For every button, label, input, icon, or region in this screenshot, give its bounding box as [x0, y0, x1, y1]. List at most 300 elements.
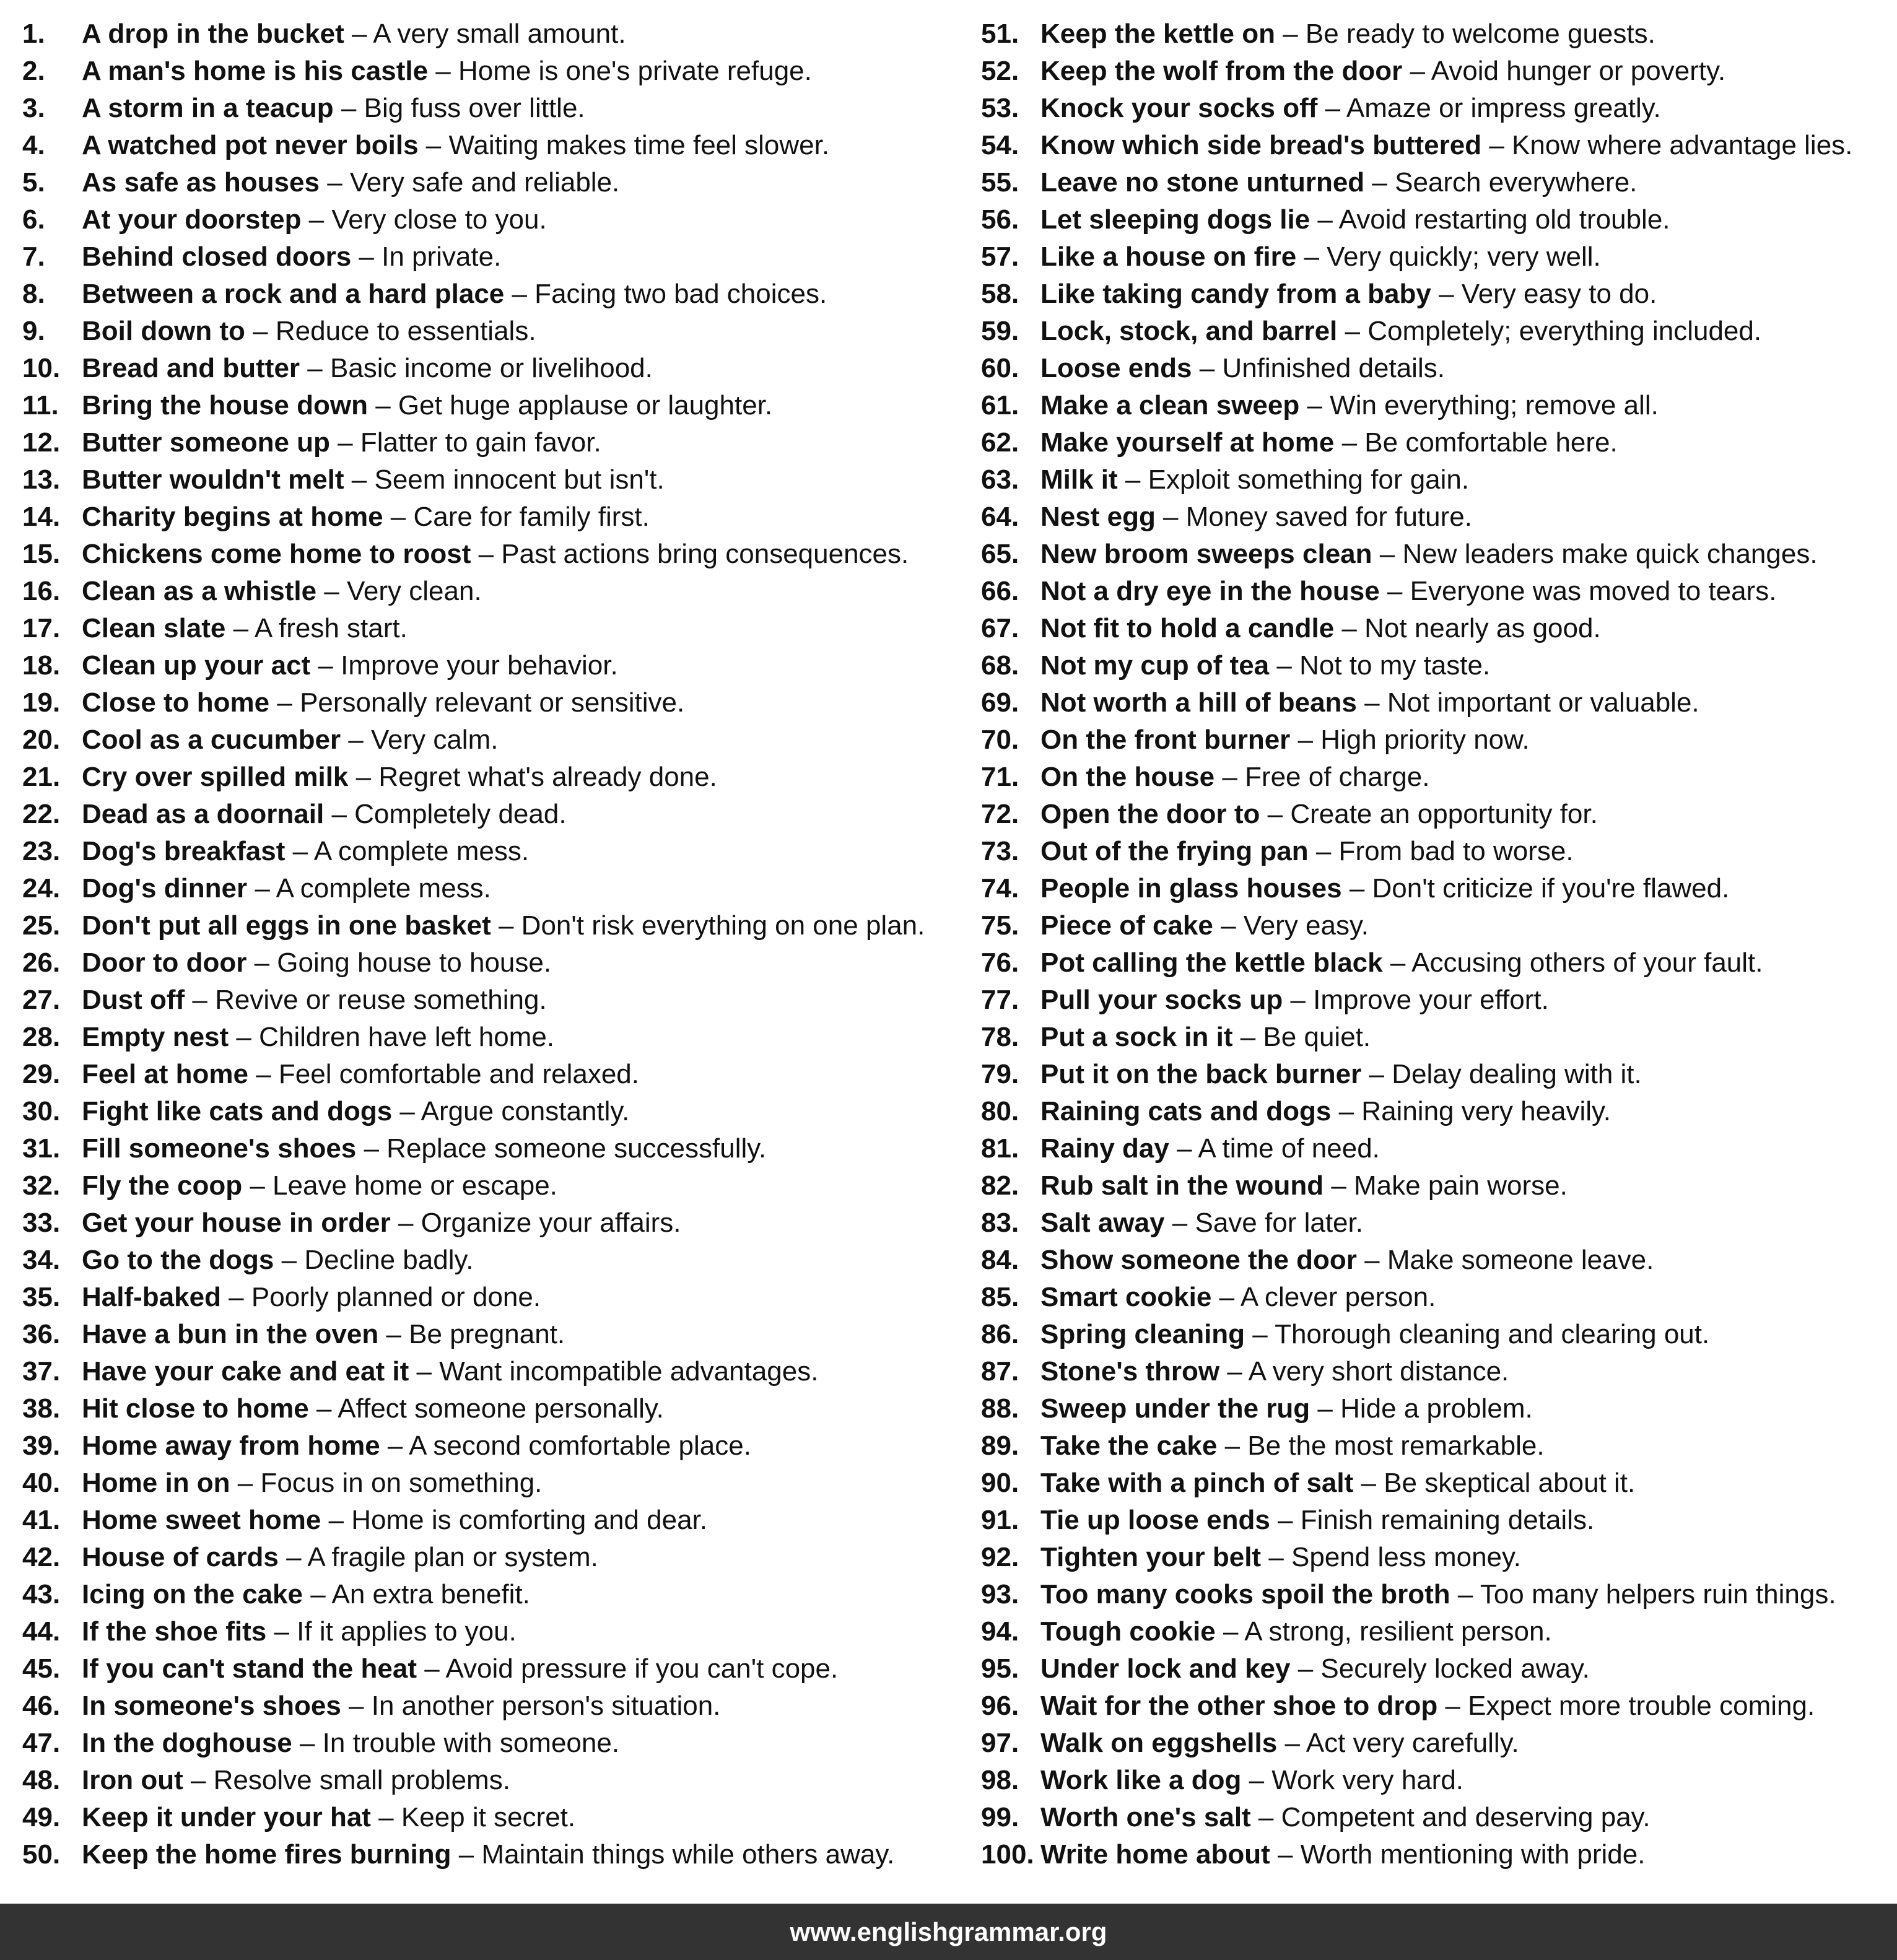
idiom-item	[981, 276, 1891, 313]
idiom-number: 27.	[22, 985, 61, 1015]
idiom-item	[22, 276, 957, 313]
idiom-term: Tie up loose ends	[1040, 1505, 1270, 1535]
idiom-term: New broom sweeps clean	[1040, 539, 1372, 569]
idiom-number: 73.	[981, 836, 1019, 866]
idiom-term: Bread and butter	[82, 353, 300, 383]
idiom-number: 60.	[981, 353, 1019, 383]
idiom-item	[981, 870, 1891, 907]
idiom-term: Rub salt in the wound	[1040, 1170, 1324, 1201]
idiom-term: Hit close to home	[82, 1393, 309, 1424]
idiom-definition: – Care for family first.	[383, 502, 650, 532]
idiom-item	[981, 1130, 1891, 1167]
idiom-definition: – Seem innocent but isn't.	[344, 464, 665, 495]
idiom-term: Boil down to	[82, 316, 245, 346]
idiom-number: 32.	[22, 1170, 61, 1201]
idiom-definition: – Finish remaining details.	[1270, 1505, 1595, 1535]
idiom-term: If you can't stand the heat	[82, 1653, 417, 1684]
idiom-definition: – Replace someone successfully.	[356, 1133, 767, 1164]
idiom-definition: – Completely; everything included.	[1337, 316, 1762, 346]
idiom-definition: – Maintain things while others away.	[451, 1839, 895, 1870]
idiom-column-left	[22, 15, 957, 1873]
idiom-item	[981, 1465, 1891, 1502]
idiom-item	[981, 1204, 1891, 1242]
idiom-term: Dust off	[82, 985, 185, 1015]
idiom-number: 61.	[981, 390, 1019, 420]
idiom-item	[981, 944, 1891, 982]
idiom-item	[22, 424, 957, 461]
idiom-definition: – Reduce to essentials.	[245, 316, 536, 346]
idiom-number: 49.	[22, 1802, 61, 1832]
idiom-term: A man's home is his castle	[82, 56, 429, 86]
idiom-definition: – Very close to you.	[301, 204, 547, 235]
idiom-item	[22, 127, 957, 164]
idiom-number: 12.	[22, 427, 61, 458]
idiom-number: 1.	[22, 19, 45, 49]
idiom-definition: – Big fuss over little.	[333, 93, 585, 123]
idiom-item	[22, 1390, 957, 1427]
idiom-definition: – Spend less money.	[1261, 1542, 1521, 1572]
idiom-number: 58.	[981, 279, 1019, 309]
idiom-item	[981, 1762, 1891, 1799]
idiom-item	[22, 1539, 957, 1576]
idiom-term: Butter someone up	[82, 427, 330, 458]
idiom-definition: – A clever person.	[1211, 1282, 1436, 1312]
idiom-term: A drop in the bucket	[82, 19, 344, 49]
idiom-item	[22, 1836, 957, 1873]
idiom-definition: – Avoid restarting old trouble.	[1310, 204, 1670, 235]
idiom-term: Fight like cats and dogs	[82, 1096, 393, 1126]
idiom-number: 11.	[22, 390, 59, 420]
idiom-definition: – Organize your affairs.	[390, 1208, 681, 1238]
idiom-item	[981, 1390, 1891, 1427]
idiom-number: 7.	[22, 242, 45, 272]
idiom-term: Sweep under the rug	[1040, 1393, 1310, 1424]
idiom-term: Chickens come home to roost	[82, 539, 471, 569]
idiom-term: Keep the wolf from the door	[1040, 56, 1403, 86]
idiom-number: 6.	[22, 204, 45, 235]
idiom-number: 8.	[22, 279, 45, 309]
idiom-item	[22, 1019, 957, 1056]
idiom-term: Not worth a hill of beans	[1040, 687, 1357, 718]
idiom-definition: – If it applies to you.	[266, 1616, 517, 1647]
idiom-term: If the shoe fits	[82, 1616, 267, 1647]
idiom-item	[981, 1576, 1891, 1613]
idiom-definition: – Accusing others of your fault.	[1382, 947, 1763, 978]
idiom-definition: – Create an opportunity for.	[1260, 799, 1598, 829]
idiom-term: Tough cookie	[1040, 1616, 1216, 1647]
idiom-definition: – Personally relevant or sensitive.	[269, 687, 685, 718]
idiom-definition: – A very short distance.	[1219, 1356, 1509, 1387]
idiom-term: Nest egg	[1040, 502, 1156, 532]
idiom-definition: – Don't criticize if you're flawed.	[1341, 873, 1730, 904]
idiom-item	[22, 164, 957, 201]
idiom-number: 83.	[981, 1208, 1019, 1238]
idiom-number: 88.	[981, 1393, 1019, 1424]
idiom-number: 55.	[981, 167, 1019, 198]
idiom-item	[981, 461, 1891, 499]
idiom-column-right	[981, 15, 1891, 1873]
idiom-item	[22, 1353, 957, 1390]
idiom-number: 19.	[22, 687, 61, 718]
idiom-number: 96.	[981, 1691, 1019, 1721]
idiom-term: Keep the kettle on	[1040, 19, 1275, 49]
idiom-term: Cry over spilled milk	[82, 762, 349, 792]
idiom-item	[22, 1316, 957, 1353]
idiom-item	[981, 53, 1891, 90]
idiom-number: 98.	[981, 1765, 1019, 1795]
idiom-item	[22, 1130, 957, 1167]
idiom-item	[981, 1093, 1891, 1130]
idiom-item	[981, 982, 1891, 1019]
idiom-definition: – Hide a problem.	[1310, 1393, 1533, 1424]
idiom-term: Clean as a whistle	[82, 576, 317, 606]
footer-website[interactable]: www.englishgrammar.org	[790, 1917, 1107, 1946]
idiom-definition: – A fresh start.	[225, 613, 408, 643]
idiom-number: 65.	[981, 539, 1019, 569]
idiom-item	[22, 536, 957, 573]
idiom-number: 62.	[981, 427, 1019, 458]
idiom-item	[981, 573, 1891, 610]
idiom-number: 84.	[981, 1245, 1019, 1275]
idiom-definition: – Very easy.	[1213, 910, 1369, 941]
idiom-term: A storm in a teacup	[82, 93, 334, 123]
idiom-term: Behind closed doors	[82, 242, 352, 272]
idiom-number: 30.	[22, 1096, 61, 1126]
idiom-number: 71.	[981, 762, 1019, 792]
idiom-definition: – Children have left home.	[229, 1022, 555, 1052]
idiom-number: 51.	[981, 19, 1019, 49]
idiom-item	[981, 1427, 1891, 1465]
idiom-term: Knock your socks off	[1040, 93, 1318, 123]
idiom-number: 13.	[22, 464, 61, 495]
idiom-item	[981, 1502, 1891, 1539]
idiom-definition: – Not important or valuable.	[1356, 687, 1699, 718]
idiom-term: Open the door to	[1040, 799, 1260, 829]
idiom-term: Don't put all eggs in one basket	[82, 910, 491, 941]
idiom-number: 67.	[981, 613, 1019, 643]
idiom-number: 91.	[981, 1505, 1019, 1535]
idiom-definition: – From bad to worse.	[1308, 836, 1574, 866]
idiom-number: 14.	[22, 502, 61, 532]
idiom-definition: – Make pain worse.	[1324, 1170, 1568, 1201]
idiom-item	[22, 1167, 957, 1204]
idiom-term: Loose ends	[1040, 353, 1192, 383]
idiom-term: On the front burner	[1040, 725, 1291, 755]
idiom-number: 89.	[981, 1431, 1019, 1461]
idiom-term: Spring cleaning	[1040, 1319, 1245, 1349]
idiom-term: Iron out	[82, 1765, 183, 1795]
idiom-item	[981, 164, 1891, 201]
idiom-item	[981, 1725, 1891, 1762]
idiom-number: 40.	[22, 1468, 61, 1498]
idiom-definition: – Raining very heavily.	[1331, 1096, 1611, 1126]
idiom-item	[22, 1056, 957, 1093]
idiom-term: Smart cookie	[1040, 1282, 1212, 1312]
idiom-definition: – Be the most remarkable.	[1217, 1431, 1545, 1461]
idiom-term: Not my cup of tea	[1040, 650, 1270, 681]
idiom-item	[22, 759, 957, 796]
idiom-item	[22, 499, 957, 536]
idiom-number: 94.	[981, 1616, 1019, 1647]
idiom-definition: – Basic income or livelihood.	[300, 353, 653, 383]
idiom-term: Have your cake and eat it	[82, 1356, 409, 1387]
idiom-item	[22, 1613, 957, 1650]
idiom-term: Salt away	[1040, 1208, 1165, 1238]
idiom-item	[22, 721, 957, 759]
idiom-term: Piece of cake	[1040, 910, 1213, 941]
idiom-definition: – Avoid hunger or poverty.	[1402, 56, 1726, 86]
idiom-item	[981, 536, 1891, 573]
idiom-definition: – Decline badly.	[274, 1245, 474, 1275]
idiom-definition: – Very calm.	[341, 725, 499, 755]
idiom-number: 4.	[22, 130, 45, 160]
idiom-item	[981, 201, 1891, 238]
idiom-item	[981, 721, 1891, 759]
idiom-term: Out of the frying pan	[1040, 836, 1309, 866]
idiom-number: 75.	[981, 910, 1019, 941]
idiom-definition: – Resolve small problems.	[183, 1765, 510, 1795]
idiom-definition: – Home is comforting and dear.	[321, 1505, 707, 1535]
idiom-term: Let sleeping dogs lie	[1040, 204, 1310, 235]
idiom-number: 36.	[22, 1319, 61, 1349]
idiom-item	[981, 1167, 1891, 1204]
idiom-number: 70.	[981, 725, 1019, 755]
idiom-term: On the house	[1040, 762, 1215, 792]
idiom-definition: – Thorough cleaning and clearing out.	[1245, 1319, 1710, 1349]
idiom-term: Home in on	[82, 1468, 230, 1498]
idiom-term: Pot calling the kettle black	[1040, 947, 1383, 978]
idiom-item	[22, 1576, 957, 1613]
idiom-item	[981, 610, 1891, 647]
idiom-item	[22, 461, 957, 499]
idiom-term: Keep the home fires burning	[82, 1839, 451, 1870]
idiom-definition: – Improve your behavior.	[310, 650, 618, 681]
idiom-definition: – Leave home or escape.	[242, 1170, 557, 1201]
idiom-definition: – Not nearly as good.	[1334, 613, 1601, 643]
idiom-number: 78.	[981, 1022, 1019, 1052]
idiom-term: Stone's throw	[1040, 1356, 1220, 1387]
idiom-item	[22, 1762, 957, 1799]
idiom-term: House of cards	[82, 1542, 279, 1572]
idiom-definition: – Everyone was moved to tears.	[1379, 576, 1777, 606]
idiom-item	[981, 313, 1891, 350]
idiom-number: 66.	[981, 576, 1019, 606]
idiom-item	[22, 610, 957, 647]
idiom-number: 69.	[981, 687, 1019, 718]
idiom-definition: – Poorly planned or done.	[220, 1282, 541, 1312]
idiom-term: Under lock and key	[1040, 1653, 1291, 1684]
idiom-definition: – A time of need.	[1169, 1133, 1380, 1164]
footer-bar	[0, 1904, 1897, 1960]
idiom-term: Cool as a cucumber	[82, 725, 341, 755]
idiom-definition: – Delay dealing with it.	[1361, 1059, 1642, 1089]
idiom-number: 35.	[22, 1282, 61, 1312]
idiom-number: 17.	[22, 613, 61, 643]
idiom-term: Tighten your belt	[1040, 1542, 1262, 1572]
idiom-number: 16.	[22, 576, 61, 606]
idiom-term: Write home about	[1040, 1839, 1270, 1870]
idiom-number: 31.	[22, 1133, 61, 1164]
idiom-number: 59.	[981, 316, 1019, 346]
idiom-definition: – Competent and deserving pay.	[1250, 1802, 1651, 1832]
idiom-term: At your doorstep	[82, 204, 302, 235]
idiom-term: Home sweet home	[82, 1505, 321, 1535]
idiom-number: 24.	[22, 873, 61, 904]
idiom-number: 81.	[981, 1133, 1019, 1164]
idiom-number: 100.	[981, 1839, 1034, 1870]
idiom-number: 86.	[981, 1319, 1019, 1349]
idiom-item	[22, 53, 957, 90]
idiom-item	[981, 1799, 1891, 1836]
idiom-number: 10.	[22, 353, 61, 383]
idiom-item	[981, 1353, 1891, 1390]
idiom-term: Make a clean sweep	[1040, 390, 1300, 420]
idiom-item	[981, 90, 1891, 127]
idiom-number: 87.	[981, 1356, 1019, 1387]
idiom-number: 52.	[981, 56, 1019, 86]
idiom-item	[22, 944, 957, 982]
idiom-item	[981, 647, 1891, 684]
idiom-definition: – High priority now.	[1290, 725, 1530, 755]
idiom-definition: – Waiting makes time feel slower.	[418, 130, 830, 160]
idiom-item	[22, 1688, 957, 1725]
idiom-term: Clean up your act	[82, 650, 311, 681]
idiom-definition: – Know where advantage lies.	[1481, 130, 1853, 160]
idiom-term: Put a sock in it	[1040, 1022, 1233, 1052]
idiom-term: Work like a dog	[1040, 1765, 1242, 1795]
idiom-definition: – Get huge applause or laughter.	[367, 390, 773, 420]
idiom-definition: – In another person's situation.	[341, 1691, 721, 1721]
idiom-number: 72.	[981, 799, 1019, 829]
idiom-number: 39.	[22, 1431, 61, 1461]
idiom-item	[981, 1316, 1891, 1353]
idiom-term: Dog's dinner	[82, 873, 248, 904]
idiom-item	[22, 833, 957, 870]
idiom-item	[22, 1465, 957, 1502]
idiom-definition: – Unfinished details.	[1192, 353, 1445, 383]
idiom-number: 34.	[22, 1245, 61, 1275]
idiom-definition: – Be ready to welcome guests.	[1275, 19, 1655, 49]
idiom-number: 28.	[22, 1022, 61, 1052]
idiom-number: 20.	[22, 725, 61, 755]
idiom-term: Half-baked	[82, 1282, 221, 1312]
idiom-definition: – Search everywhere.	[1364, 167, 1638, 198]
idiom-item	[22, 1427, 957, 1465]
idiom-number: 74.	[981, 873, 1019, 904]
idiom-term: Between a rock and a hard place	[82, 279, 505, 309]
idiom-definition: – Free of charge.	[1215, 762, 1430, 792]
idiom-item	[22, 1242, 957, 1279]
idiom-term: People in glass houses	[1040, 873, 1342, 904]
idiom-definition: – Money saved for future.	[1155, 502, 1472, 532]
idiom-item	[22, 1279, 957, 1316]
idiom-number: 38.	[22, 1393, 61, 1424]
idiom-item	[22, 1502, 957, 1539]
idiom-definition: – Revive or reuse something.	[185, 985, 547, 1015]
idiom-number: 90.	[981, 1468, 1019, 1498]
idiom-number: 47.	[22, 1728, 61, 1758]
idiom-number: 93.	[981, 1579, 1019, 1609]
idiom-number: 15.	[22, 539, 61, 569]
idiom-term: Fly the coop	[82, 1170, 243, 1201]
idiom-item	[981, 1056, 1891, 1093]
idiom-term: Know which side bread's buttered	[1040, 130, 1482, 160]
idiom-definition: – Past actions bring consequences.	[471, 539, 909, 569]
idiom-number: 79.	[981, 1059, 1019, 1089]
idiom-item	[981, 499, 1891, 536]
idiom-definition: – Very quickly; very well.	[1296, 242, 1601, 272]
idiom-item	[981, 684, 1891, 721]
idiom-definition: – Win everything; remove all.	[1299, 390, 1659, 420]
idiom-definition: – Be comfortable here.	[1334, 427, 1618, 458]
idiom-number: 46.	[22, 1691, 61, 1721]
idiom-number: 48.	[22, 1765, 61, 1795]
idiom-term: Have a bun in the oven	[82, 1319, 379, 1349]
idiom-term: Home away from home	[82, 1431, 380, 1461]
idiom-term: Not fit to hold a candle	[1040, 613, 1335, 643]
idiom-term: Rainy day	[1040, 1133, 1169, 1164]
idiom-definition: – A complete mess.	[285, 836, 530, 866]
idiom-term: Leave no stone unturned	[1040, 167, 1365, 198]
idiom-term: Go to the dogs	[82, 1245, 274, 1275]
idiom-definition: – Exploit something for gain.	[1117, 464, 1470, 495]
idiom-term: Make yourself at home	[1040, 427, 1335, 458]
idiom-number: 33.	[22, 1208, 61, 1238]
idiom-item	[22, 647, 957, 684]
idiom-number: 54.	[981, 130, 1019, 160]
idiom-number: 68.	[981, 650, 1019, 681]
idiom-item	[22, 1799, 957, 1836]
idiom-term: Take the cake	[1040, 1431, 1218, 1461]
idiom-definition: – A fragile plan or system.	[278, 1542, 598, 1572]
idiom-number: 23.	[22, 836, 61, 866]
idiom-number: 76.	[981, 947, 1019, 978]
idiom-term: Clean slate	[82, 613, 226, 643]
idiom-item	[22, 1093, 957, 1130]
idiom-number: 29.	[22, 1059, 61, 1089]
idiom-item	[981, 1242, 1891, 1279]
idiom-number: 57.	[981, 242, 1019, 272]
idiom-number: 63.	[981, 464, 1019, 495]
idiom-term: Get your house in order	[82, 1208, 391, 1238]
idiom-definition: – Focus in on something.	[230, 1468, 543, 1498]
idiom-definition: – Don't risk everything on one plan.	[491, 910, 925, 941]
idiom-term: A watched pot never boils	[82, 130, 419, 160]
idiom-definition: – Work very hard.	[1241, 1765, 1464, 1795]
idiom-term: In the doghouse	[82, 1728, 292, 1758]
idiom-definition: – Completely dead.	[324, 799, 567, 829]
idiom-number: 42.	[22, 1542, 61, 1572]
idiom-number: 3.	[22, 93, 45, 123]
idiom-term: Fill someone's shoes	[82, 1133, 357, 1164]
idiom-term: Show someone the door	[1040, 1245, 1357, 1275]
idiom-item	[22, 313, 957, 350]
idiom-item	[22, 796, 957, 833]
idiom-definition: – Worth mentioning with pride.	[1270, 1839, 1646, 1870]
idiom-item	[981, 1279, 1891, 1316]
idiom-term: Bring the house down	[82, 390, 368, 420]
idiom-definition: – A very small amount.	[344, 19, 626, 49]
idiom-definition: – Feel comfortable and relaxed.	[248, 1059, 639, 1089]
idiom-term: Wait for the other shoe to drop	[1040, 1691, 1438, 1721]
idiom-term: Keep it under your hat	[82, 1802, 371, 1832]
idiom-definition: – Argue constantly.	[392, 1096, 630, 1126]
idiom-term: Charity begins at home	[82, 502, 383, 532]
idiom-item	[981, 127, 1891, 164]
idiom-definition: – Save for later.	[1164, 1208, 1363, 1238]
idiom-term: Milk it	[1040, 464, 1118, 495]
idiom-item	[981, 1836, 1891, 1873]
